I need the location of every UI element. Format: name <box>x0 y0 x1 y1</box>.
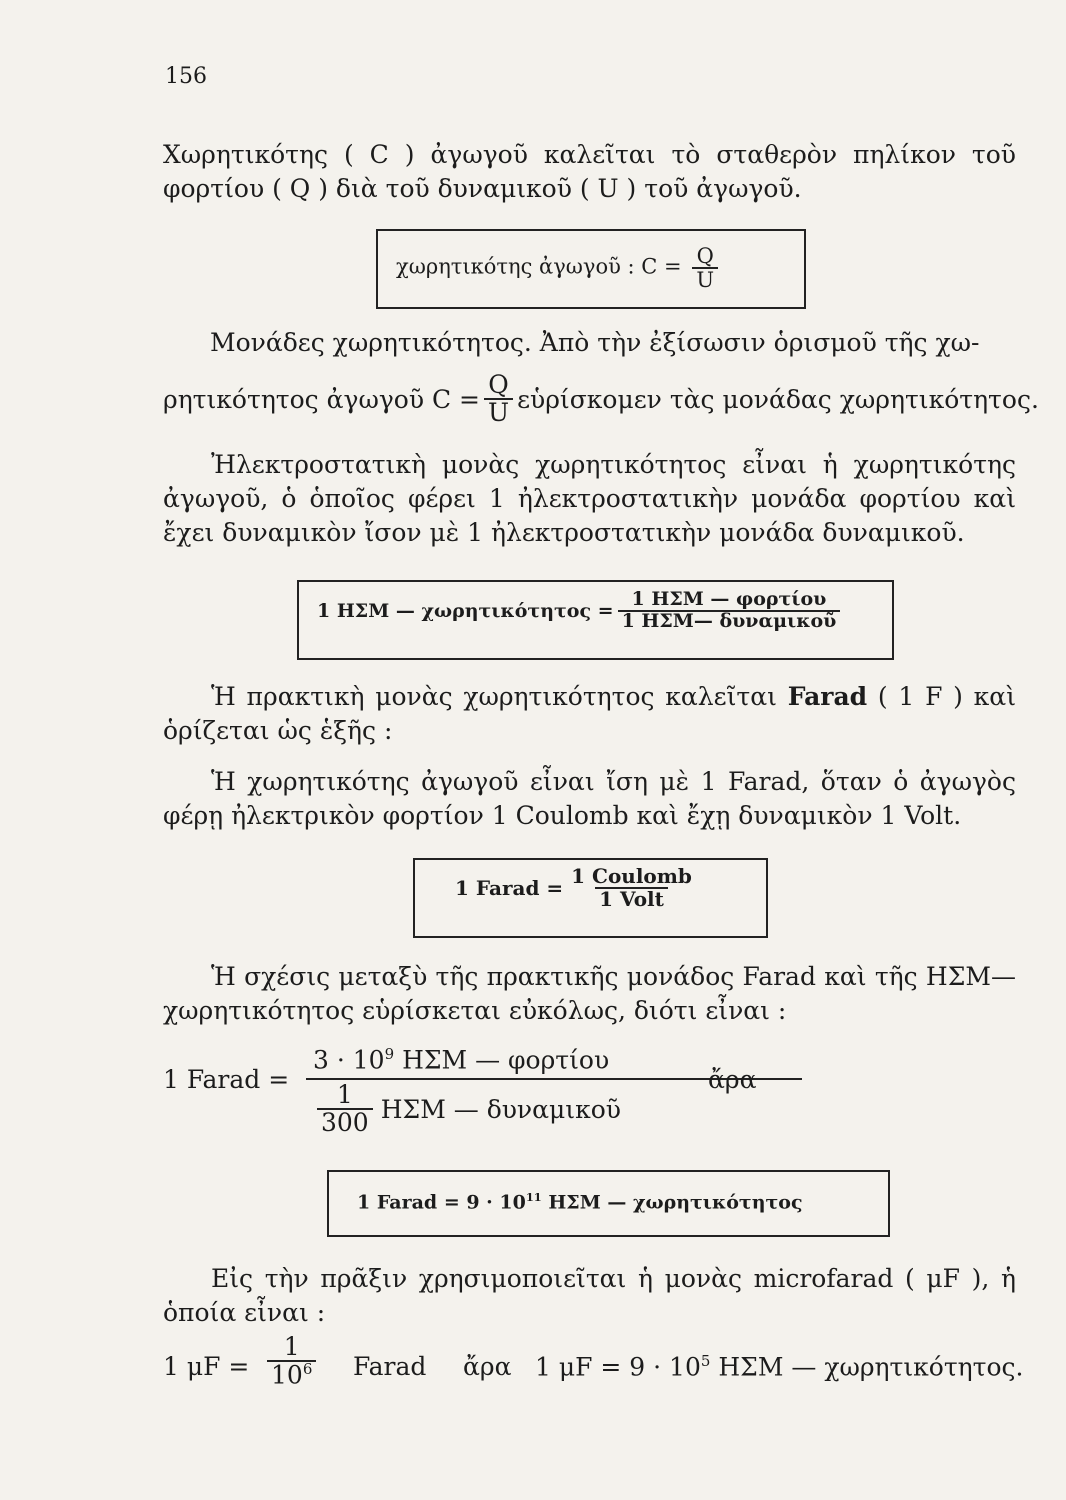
eq1-ara: ἄρα <box>708 1065 757 1094</box>
box4-pre: 1 Farad = 9 · 10 <box>357 1191 526 1214</box>
eq1-lhs: 1 Farad = <box>163 1065 290 1094</box>
eq1-den-rest: ΗΣΜ — δυναμικοῦ <box>380 1094 621 1124</box>
eq2-rhs <box>535 1352 1024 1381</box>
farad-term: Farad <box>787 682 868 711</box>
box4-line <box>357 1190 803 1213</box>
fraction-denominator: U <box>692 267 718 291</box>
esu-fraction <box>618 590 841 632</box>
farad-lhs: 1 Farad = <box>455 876 564 900</box>
eq2-rhs-pre: 1 μF = 9 · 10 <box>535 1352 701 1382</box>
microfarad-paragraph: Εἰς τὴν πρᾶξιν χρησιμοποιεῖται ἡ μονὰς microfarad ( μF ), ἡ ὁποία εἶναι : <box>163 1264 1016 1327</box>
fraction-numerator: 1 <box>283 1332 300 1361</box>
esu-definition-paragraph: Ἠλεκτροστατικὴ μονὰς χωρητικότητος εἶναι ἡ χωρητικότης ἀγωγοῦ, ὁ ὁποῖος φέρει 1 ἠλεκτροστατικὴν μονάδα φορτίου καὶ ἔχει δυναμικὸν ἴσον μὲ 1 ἠλεκτροστατικὴν μονάδα δυναμικοῦ. <box>163 450 1016 547</box>
definition-paragraph: Χωρητικότης ( C ) ἀγωγοῦ καλεῖται τὸ σταθερὸν πηλίκον τοῦ φορτίου ( Q ) διὰ τοῦ δυναμικοῦ ( U ) τοῦ ἀγωγοῦ. <box>163 140 1016 203</box>
fraction-numerator: Q <box>488 370 509 399</box>
capacity-lhs: C = <box>641 254 682 279</box>
fraction-numerator: 1 ΗΣΜ — φορτίου <box>631 588 827 610</box>
eq2-rhs-post: ΗΣΜ — χωρητικότητος. <box>718 1352 1024 1382</box>
box4-exp: 11 <box>525 1190 542 1204</box>
eq2-unit: Farad <box>353 1352 427 1381</box>
fraction-denominator: U <box>484 398 513 426</box>
fraction-numerator: 1 Coulomb <box>571 864 692 888</box>
units-equation-line <box>163 372 1039 427</box>
farad-intro-paragraph <box>163 680 1016 748</box>
eq2-ara: ἄρα <box>463 1352 512 1381</box>
fraction-denominator <box>267 1360 316 1389</box>
microfarad-equation <box>163 1332 1033 1412</box>
farad-formula-box <box>413 858 768 938</box>
relation-paragraph: Ἡ σχέσις μεταξὺ τῆς πρακτικῆς μονάδος Farad καὶ τῆς ΗΣΜ—χωρητικότητος εὑρίσκεται εὐκόλως, διότι εἶναι : <box>163 962 1016 1025</box>
capacity-formula-box <box>376 229 806 309</box>
eq2-fraction <box>267 1334 316 1389</box>
farad-esu-result-box <box>327 1170 890 1237</box>
page-number: 156 <box>165 64 207 89</box>
esu-capacity-box <box>297 580 894 660</box>
fraction-denominator: 300 <box>317 1108 373 1136</box>
capacity-fraction <box>692 245 718 291</box>
eq2-lhs: 1 μF = <box>163 1352 250 1381</box>
farad-definition-paragraph: Ἡ χωρητικότης ἀγωγοῦ εἶναι ἴση μὲ 1 Farad, ὅταν ὁ ἀγωγὸς φέρῃ ἠλεκτρικὸν φορτίον 1 Coulomb καὶ ἔχῃ δυναμικὸν 1 Volt. <box>163 767 1016 830</box>
eq1-numerator <box>313 1045 609 1074</box>
eq1-num-exp: 9 <box>384 1045 395 1063</box>
units-line-pre: ρητικότητος ἀγωγοῦ C = <box>163 384 480 414</box>
esu-lhs: 1 ΗΣΜ — χωρητικότητος = <box>317 599 614 622</box>
eq1-small-fraction <box>317 1082 373 1137</box>
farad-intro-post: ( 1 F ) καὶ ὁρίζεται ὡς ἑξῆς : <box>163 682 1016 745</box>
units-line-post: εὑρίσκομεν τὰς μονάδας χωρητικότητος. <box>517 384 1039 414</box>
capacity-label: χωρητικότης ἀγωγοῦ : <box>396 254 635 279</box>
fraction-denominator: 1 Volt <box>595 887 668 910</box>
eq1-num-coef: 3 · 10 <box>313 1045 385 1075</box>
farad-intro-pre: Ἡ πρακτικὴ μονὰς χωρητικότητος καλεῖται <box>211 682 777 711</box>
fraction-numerator: 1 <box>336 1080 353 1109</box>
eq2-rhs-exp: 5 <box>700 1352 711 1370</box>
farad-esu-equation <box>163 1045 1023 1145</box>
farad-fraction <box>567 866 696 910</box>
units-line-fraction <box>484 372 513 427</box>
eq1-num-rest: ΗΣΜ — φορτίου <box>402 1045 610 1075</box>
eq2-den-base: 10 <box>271 1360 303 1390</box>
eq2-den-exp: 6 <box>302 1360 313 1379</box>
eq1-denominator <box>313 1082 621 1137</box>
fraction-numerator: Q <box>696 244 714 268</box>
box4-post: ΗΣΜ — χωρητικότητος <box>548 1191 803 1214</box>
fraction-denominator: 1 ΗΣΜ— δυναμικοῦ <box>618 610 841 632</box>
units-heading-line: Μονάδες χωρητικότητος. Ἀπὸ τὴν ἐξίσωσιν ὁρισμοῦ τῆς χω- <box>210 328 980 357</box>
